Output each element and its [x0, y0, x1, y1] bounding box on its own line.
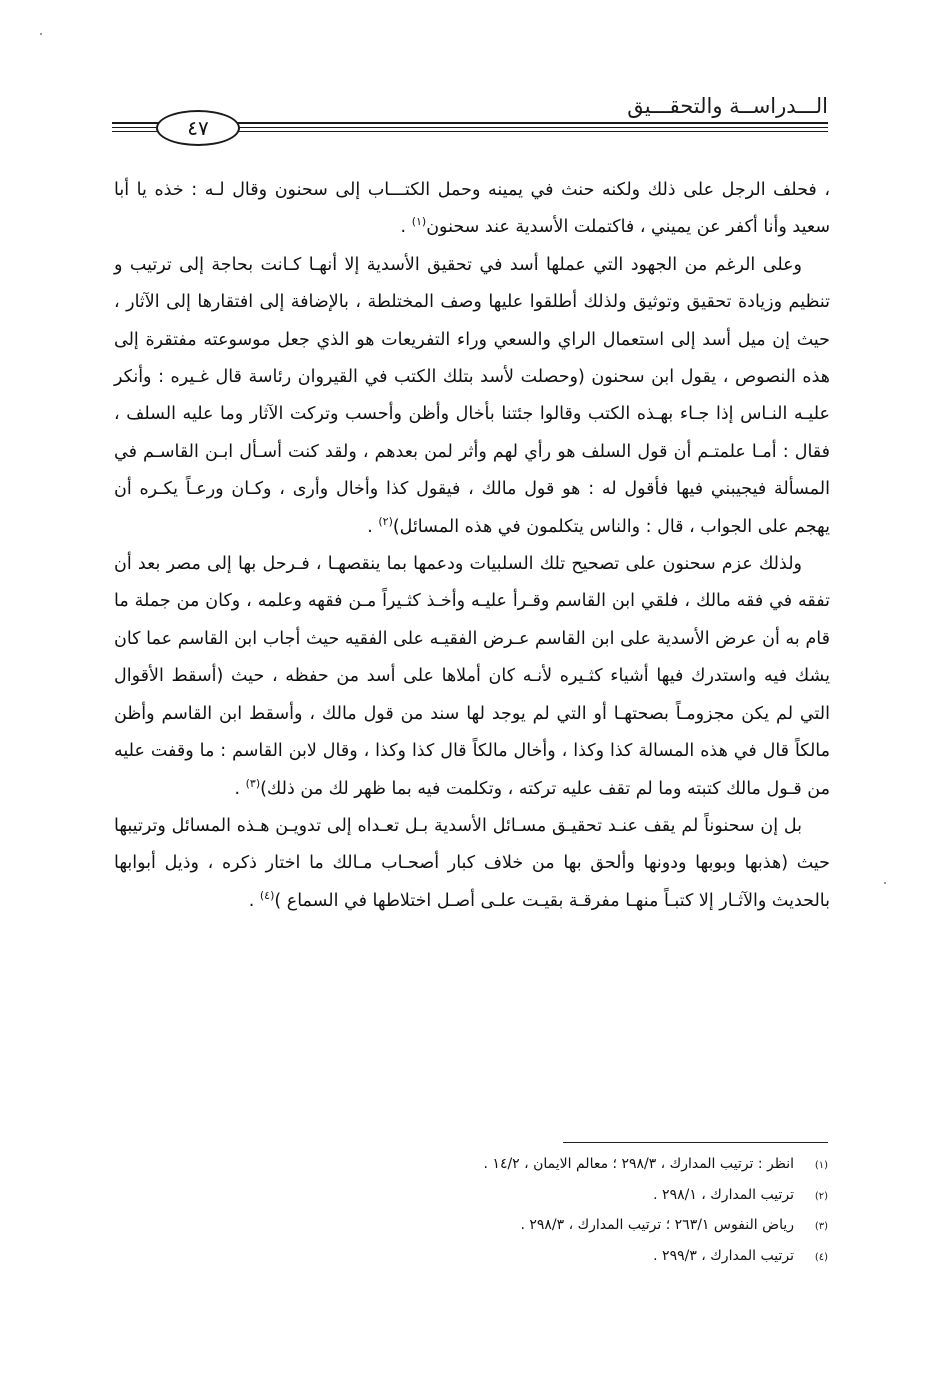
- footnote-text: ترتيب المدارك ، ٢٩٩/٣ .: [653, 1247, 794, 1264]
- paragraph-text: وعلى الرغم من الجهود التي عملها أسد في تحقيق الأسدية إلا أنهـا كـانت بحاجة إلى ترتيب و تنظيم وزيادة تحقيق وتوثيق ولذلك أطلقوا عليها وصف المختلطة ، بالإضافة إلى افتقارها إلى الآثار ، حيث إن ميل أسد إلى استعمال الراي والسعي وراء التفريعات هو الذي جعل موسوعته مفتقرة إلى هذه النصوص ، يقول ابن سحنون (وحصلت لأسد بتلك الكتب في القيروان رئاسة قال غـيره : وأنكر عليـه النـاس إذا جـاء بهـذه الكتب وقالوا جئتنا بأخال وأظن وأحسب وتركت الآثار وما عليه السلف ، فقال : أمـا علمتـم أن قول السلف هو رأي لهم وأثر لمن بعدهم ، ولقد كنت أسـأل ابـن القاسـم في المسألة فيجيبني فيها فأقول له : هو قول مالك ، فيقول كذا وأخال وأرى ، وكـان ورعـاً يكـره أن يهجم على الجواب ، قال : والناس يتكلمون في هذه المسائل): [114, 254, 830, 537]
- footnote: [300, 1181, 828, 1212]
- footnote: [300, 1150, 828, 1181]
- footnote-number: (٢): [814, 1190, 828, 1202]
- footnote-separator: [563, 1142, 828, 1143]
- scan-speck: [884, 882, 886, 884]
- footnotes: [300, 1150, 828, 1272]
- footnote-number: (٤): [814, 1251, 828, 1263]
- paragraph-end: .: [400, 217, 412, 238]
- paragraph: [114, 172, 830, 247]
- footnote-ref: (٤): [259, 888, 275, 902]
- main-text: [114, 172, 830, 920]
- footnote-ref: (٣): [245, 776, 261, 790]
- paragraph-end: .: [234, 778, 246, 799]
- paragraph-end: .: [367, 516, 379, 537]
- paragraph: [114, 247, 830, 546]
- footnote-number: (٣): [814, 1221, 828, 1232]
- footnote-text: ترتيب المدارك ، ٢٩٨/١ .: [653, 1186, 794, 1203]
- paragraph-text: بل إن سحنوناً لم يقف عنـد تحقيـق مسـائل الأسدية بـل تعـداه إلى تدويـن هـذه المسائل وترتيبها حيث (هذبها وبوبها ودونها وألحق بها من خلاف كبار أصحـاب مـالك ما اختار ذكره ، وذيل أبوابها بالحديث والآثـار إلا كتبـاً منهـا مفرقـة بقيـت علـى أصـل اختلاطها في السماع ): [114, 815, 830, 911]
- paragraph-end: .: [248, 890, 260, 911]
- page-number-badge: ٤٧: [156, 110, 240, 146]
- footnote-ref: (١): [411, 215, 427, 229]
- footnote: [300, 1211, 828, 1242]
- footnote-ref: (٢): [378, 514, 393, 528]
- paragraph-text: ، فحلف الرجل على ذلك ولكنه حنث في يمينه وحمل الكتـــاب إلى سحنون وقال لـه : خذه يا أبا سعيد وأنا أكفر عن يميني ، فاكتملت الأسدية عند سحنون: [114, 180, 830, 238]
- footnote: [300, 1242, 828, 1273]
- running-title: الـــدراســة والتحقـــيق: [627, 94, 828, 118]
- paragraph-text: ولذلك عزم سحنون على تصحيح تلك السلبيات ودعمها بما ينقصهـا ، فـرحل بها إلى مصر بعد أن تفقه في فقه مالك ، فلقي ابن القاسم وقـرأ عليـه وأخـذ كثـيراً مـن فقهه وعلمه ، وكان من جملة ما قام به أن عرض الأسدية على ابن القاسم عـرض الفقيـه على الفقيه حيث أجاب ابن القاسم عما كان يشك فيه واستدرك فيها أشياء كثـيره لأنـه كان أملاها على أسد من حفظه ، حيث (أسقط الأقوال التي لم يكن مجزومـاً بصحتهـا أو التي لم يوجد لها سند من قول مالك ، وأسقط ابن القاسم وأظن مالكاً قال في هذه المسالة كذا وكذا ، وأخال مالكاً قال كذا وكذا ، وقال لابن القاسم : ما وقفت عليه من قـول مالك كتبته وما لم تقف عليه تركته ، وتكلمت فيه بما ظهر لك من ذلك): [114, 554, 830, 799]
- footnote-number: (١): [814, 1160, 828, 1171]
- page-header: [112, 84, 828, 154]
- paragraph: [114, 546, 830, 808]
- footnote-text: رياض النفوس ٢٦٣/١ ؛ ترتيب المدارك ، ٢٩٨/٣ .: [520, 1217, 794, 1233]
- paragraph: [114, 808, 830, 920]
- scan-speck: [40, 33, 42, 35]
- footnote-text: انظر : ترتيب المدارك ، ٢٩٨/٣ ؛ معالم الايمان ، ١٤/٢ .: [483, 1156, 794, 1172]
